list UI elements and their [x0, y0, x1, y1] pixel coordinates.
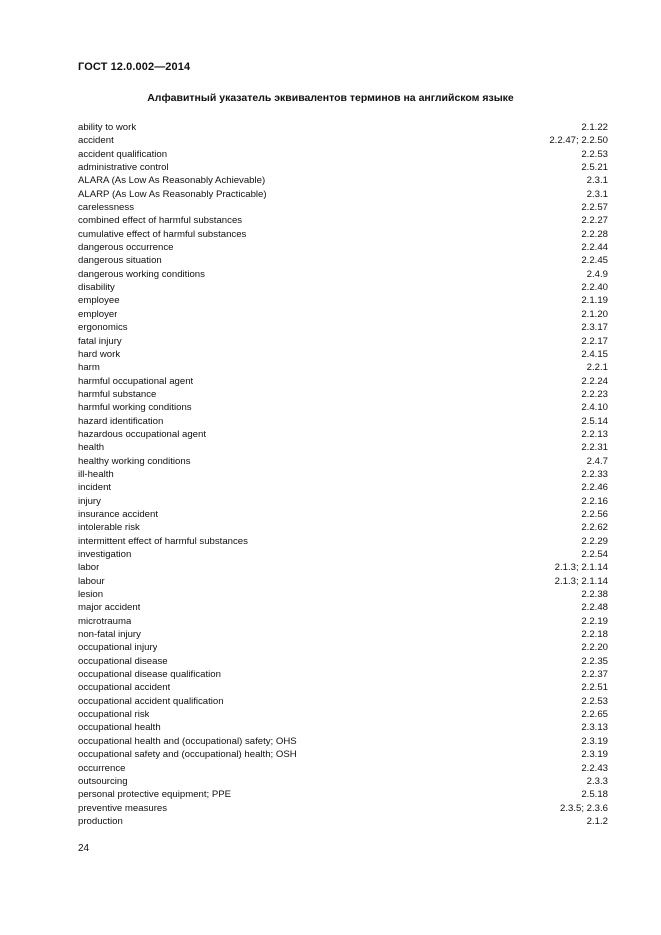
entry-term: cumulative effect of harmful substances: [78, 228, 247, 240]
page-number: 24: [78, 843, 90, 854]
entry-term: hazard identification: [78, 415, 164, 427]
index-entry: [78, 815, 608, 828]
entry-term: production: [78, 815, 123, 827]
entry-reference: 2.2.53: [581, 148, 608, 160]
entry-term: fatal injury: [78, 335, 122, 347]
index-entry: [78, 655, 608, 668]
entry-reference: 2.3.5; 2.3.6: [559, 802, 608, 814]
entry-term: occupational disease qualification: [78, 669, 221, 681]
entry-term: intermittent effect of harmful substances: [78, 535, 248, 547]
entry-reference: 2.2.17: [581, 335, 608, 347]
entry-term: hard work: [78, 348, 121, 360]
entry-reference: 2.4.9: [586, 268, 608, 280]
entry-reference: 2.3.3: [586, 775, 608, 787]
entry-term: occupational accident: [78, 682, 171, 694]
entry-reference: 2.2.51: [581, 682, 608, 694]
entry-reference: 2.2.48: [581, 602, 608, 614]
index-entry: [78, 161, 608, 174]
index-entry: [78, 441, 608, 454]
entry-term: harmful occupational agent: [78, 375, 194, 387]
entry-reference: 2.3.19: [581, 735, 608, 747]
index-entry: [78, 121, 608, 134]
index-entry: [78, 802, 608, 815]
entry-term: combined effect of harmful substances: [78, 215, 243, 227]
entry-term: outsourcing: [78, 775, 128, 787]
index-entry: [78, 762, 608, 775]
entry-reference: 2.4.7: [586, 455, 608, 467]
entry-term: harmful substance: [78, 388, 157, 400]
index-title: Алфавитный указатель эквивалентов терминов на английском языке: [147, 92, 514, 104]
entry-term: ALARA (As Low As Reasonably Achievable): [78, 175, 266, 187]
entry-term: investigation: [78, 549, 132, 560]
entry-term: employee: [78, 295, 120, 307]
entry-reference: 2.2.35: [581, 655, 608, 667]
index-entry: [78, 415, 608, 428]
entry-term: accident qualification: [78, 148, 168, 160]
entry-term: healthy working conditions: [78, 455, 191, 467]
index-entry: [78, 548, 608, 561]
entry-reference: 2.3.1: [586, 175, 608, 187]
entry-term: major accident: [78, 602, 141, 614]
index-entry: [78, 455, 608, 468]
entry-term: disability: [78, 282, 115, 294]
entry-term: ALARP (As Low As Reasonably Practicable): [78, 188, 267, 200]
entry-reference: 2.2.57: [581, 202, 608, 214]
entry-reference: 2.2.16: [581, 495, 608, 507]
index-entry: [78, 281, 608, 294]
index-entry: [78, 361, 608, 374]
index-entry: [78, 535, 608, 548]
index-entry: [78, 481, 608, 494]
entry-term: ill-health: [78, 468, 114, 480]
index-entry: [78, 201, 608, 214]
entry-term: labor: [78, 562, 100, 574]
index-entry: [78, 681, 608, 694]
index-entry: [78, 721, 608, 734]
entry-term: microtrauma: [78, 615, 132, 627]
entry-reference: 2.2.37: [581, 669, 608, 681]
entry-reference: 2.2.29: [581, 535, 608, 547]
entry-term: insurance accident: [78, 508, 158, 520]
index-entry: [78, 214, 608, 227]
entry-reference: 2.2.47; 2.2.50: [549, 135, 608, 147]
entry-term: occupational risk: [78, 709, 150, 721]
entry-reference: 2.2.13: [581, 428, 608, 440]
entry-term: hazardous occupational agent: [78, 428, 207, 440]
index-entry: [78, 388, 608, 401]
entry-reference: 2.3.13: [581, 722, 608, 734]
entry-term: dangerous situation: [78, 255, 162, 267]
index-entry: [78, 588, 608, 601]
entry-term: occupational safety and (occupational) health; OSH: [78, 749, 297, 761]
index-entry: [78, 335, 608, 348]
index-entry: [78, 748, 608, 761]
index-entry: [78, 615, 608, 628]
index-entry: [78, 641, 608, 654]
entry-reference: 2.2.53: [581, 695, 608, 707]
entry-term: dangerous occurrence: [78, 242, 174, 254]
entry-reference: 2.2.65: [581, 709, 608, 721]
entry-term: health: [78, 442, 105, 454]
entry-term: employer: [78, 308, 118, 320]
entry-reference: 2.2.1: [586, 362, 608, 374]
entry-term: occupational health: [78, 722, 161, 734]
document-code: ГОСТ 12.0.002—2014: [78, 61, 191, 73]
index-entry: [78, 708, 608, 721]
entry-term: carelessness: [78, 202, 134, 214]
index-entry: [78, 174, 608, 187]
entry-term: injury: [78, 495, 101, 507]
entry-term: intolerable risk: [78, 522, 140, 534]
entry-reference: 2.2.24: [581, 375, 608, 387]
entry-reference: 2.4.15: [581, 348, 608, 360]
index-entry: [78, 508, 608, 521]
entry-term: occupational disease: [78, 655, 168, 667]
entry-reference: 2.1.3; 2.1.14: [554, 575, 608, 587]
entry-reference: 2.2.46: [581, 482, 608, 494]
index-entry: [78, 788, 608, 801]
entry-reference: 2.2.27: [581, 215, 608, 227]
entry-reference: 2.1.3; 2.1.14: [554, 562, 608, 574]
entry-reference: 2.1.22: [581, 122, 608, 133]
entry-term: personal protective equipment; PPE: [78, 789, 232, 801]
index-entry: [78, 268, 608, 281]
entry-term: occurrence: [78, 762, 126, 774]
entry-reference: 2.2.45: [581, 255, 608, 267]
index-entry: [78, 575, 608, 588]
index-entry: [78, 561, 608, 574]
index-entry: [78, 775, 608, 788]
entry-reference: 2.2.43: [581, 762, 608, 774]
index-entry: [78, 148, 608, 161]
index-entry: [78, 321, 608, 334]
index-entry: [78, 241, 608, 254]
entry-reference: 2.2.44: [581, 242, 608, 254]
entry-reference: 2.3.19: [581, 749, 608, 761]
entry-term: lesion: [78, 589, 104, 601]
index-entry: [78, 188, 608, 201]
entry-term: occupational accident qualification: [78, 695, 224, 707]
entry-reference: 2.2.38: [581, 589, 608, 601]
entry-term: accident: [78, 135, 114, 147]
entry-reference: 2.2.23: [581, 388, 608, 400]
index-entry: [78, 294, 608, 307]
entry-reference: 2.2.19: [581, 615, 608, 627]
entry-reference: 2.5.14: [581, 415, 608, 427]
index-entry: [78, 348, 608, 361]
entry-reference: 2.2.40: [581, 282, 608, 294]
entry-term: dangerous working conditions: [78, 268, 205, 280]
index-entry: [78, 308, 608, 321]
index-entry: [78, 375, 608, 388]
index-entry: [78, 495, 608, 508]
entry-term: non-fatal injury: [78, 629, 141, 641]
entry-reference: 2.5.18: [581, 789, 608, 801]
entry-reference: 2.2.18: [581, 629, 608, 641]
entry-reference: 2.2.28: [581, 228, 608, 240]
entry-reference: 2.2.33: [581, 468, 608, 480]
entry-reference: 2.2.31: [581, 442, 608, 454]
index-entry: [78, 628, 608, 641]
term-index-list: [78, 121, 608, 828]
index-entry: [78, 601, 608, 614]
entry-reference: 2.3.1: [586, 188, 608, 200]
entry-reference: 2.5.21: [581, 162, 608, 174]
entry-term: administrative control: [78, 162, 169, 174]
entry-term: occupational injury: [78, 642, 158, 654]
index-entry: [78, 134, 608, 147]
index-entry: [78, 735, 608, 748]
entry-term: ability to work: [78, 122, 137, 133]
entry-reference: 2.2.56: [581, 508, 608, 520]
entry-reference: 2.2.54: [581, 549, 608, 560]
index-entry: [78, 228, 608, 241]
index-entry: [78, 401, 608, 414]
index-entry: [78, 468, 608, 481]
entry-term: labour: [78, 575, 105, 587]
index-entry: [78, 521, 608, 534]
entry-reference: 2.3.17: [581, 322, 608, 334]
entry-term: harm: [78, 362, 100, 374]
entry-term: preventive measures: [78, 802, 168, 814]
entry-term: occupational health and (occupational) safety; OHS: [78, 735, 297, 747]
entry-term: harmful working conditions: [78, 402, 192, 414]
index-entry: [78, 695, 608, 708]
entry-term: ergonomics: [78, 322, 128, 334]
index-entry: [78, 668, 608, 681]
entry-reference: 2.4.10: [581, 402, 608, 414]
entry-reference: 2.2.62: [581, 522, 608, 534]
index-entry: [78, 428, 608, 441]
index-entry: [78, 254, 608, 267]
entry-term: incident: [78, 482, 112, 494]
entry-reference: 2.2.20: [581, 642, 608, 654]
entry-reference: 2.1.2: [586, 815, 608, 827]
entry-reference: 2.1.20: [581, 308, 608, 320]
entry-reference: 2.1.19: [581, 295, 608, 307]
